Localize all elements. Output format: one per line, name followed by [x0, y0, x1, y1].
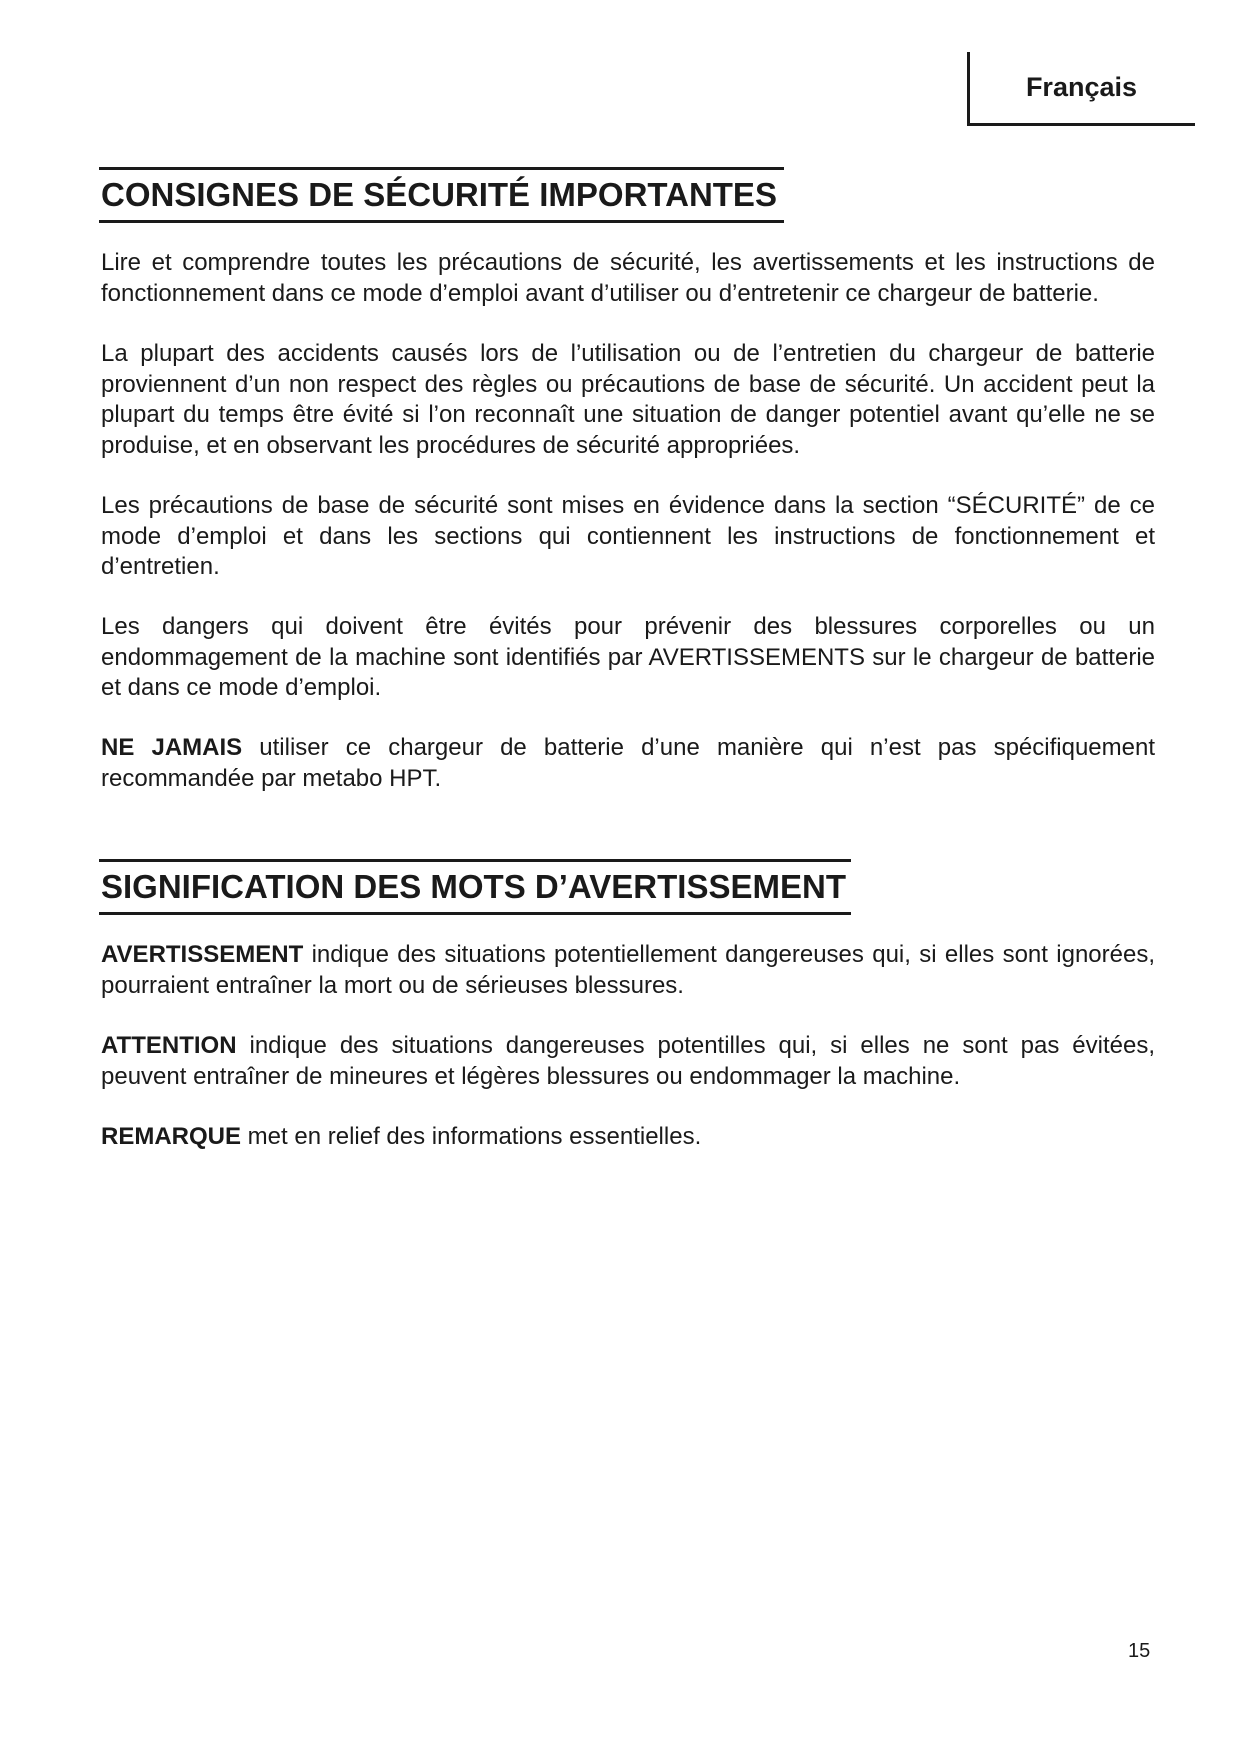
keyword-attention: ATTENTION — [101, 1032, 237, 1059]
paragraph: La plupart des accidents causés lors de l’utilisation ou de l’entretien du chargeur de batterie proviennent d’un non respect des règles ou précautions de base de sécurité. Un accident peut la plupart du temps être évité si l’on reconnaît une situation de danger potentiel avant qu’elle ne se produise, et en observant les procédures de sécurité appropriées. — [101, 340, 1155, 459]
paragraph: Les dangers qui doivent être évités pour prévenir des blessures corporelles ou un endommagement de la machine sont identifiés par AVERTISSEMENTS sur le chargeur de batterie et dans ce mode d’emploi. — [101, 613, 1155, 701]
page-number: 15 — [1128, 1640, 1151, 1662]
language-tab — [967, 52, 1195, 126]
paragraph: Lire et comprendre toutes les précautions de sécurité, les avertissements et les instructions de fonctionnement dans ce mode d’emploi avant d’utiliser ou d’entretenir ce chargeur de batterie. — [101, 249, 1155, 307]
section-title-safety: CONSIGNES DE SÉCURITÉ IMPORTANTES — [99, 167, 784, 223]
paragraph: AVERTISSEMENT indique des situations potentiellement dangereuses qui, si elles sont ignorées, pourraient entraîner la mort ou de sérieuses blessures. — [101, 941, 1155, 999]
language-label: Français — [1025, 72, 1137, 102]
paragraph: REMARQUE met en relief des informations essentielles. — [101, 1123, 702, 1150]
paragraph: ATTENTION indique des situations dangereuses potentilles qui, si elles ne sont pas évitées, peuvent entraîner de mineures et légères blessures ou endommager la machine. — [101, 1032, 1155, 1090]
section-title-warning-words: SIGNIFICATION DES MOTS D’AVERTISSEMENT — [99, 859, 851, 915]
emphasis-never: NE JAMAIS — [101, 734, 243, 761]
keyword-avertissement: AVERTISSEMENT — [101, 941, 304, 968]
paragraph: NE JAMAIS utiliser ce chargeur de batterie d’une manière qui n’est pas spécifiquement recommandée par metabo HPT. — [101, 734, 1156, 792]
paragraph: Les précautions de base de sécurité sont mises en évidence dans la section “SÉCURITÉ” de ce mode d’emploi et dans les sections qui contiennent les instructions de fonctionnement et d’entretien. — [101, 492, 1155, 580]
keyword-remarque: REMARQUE — [101, 1123, 242, 1150]
